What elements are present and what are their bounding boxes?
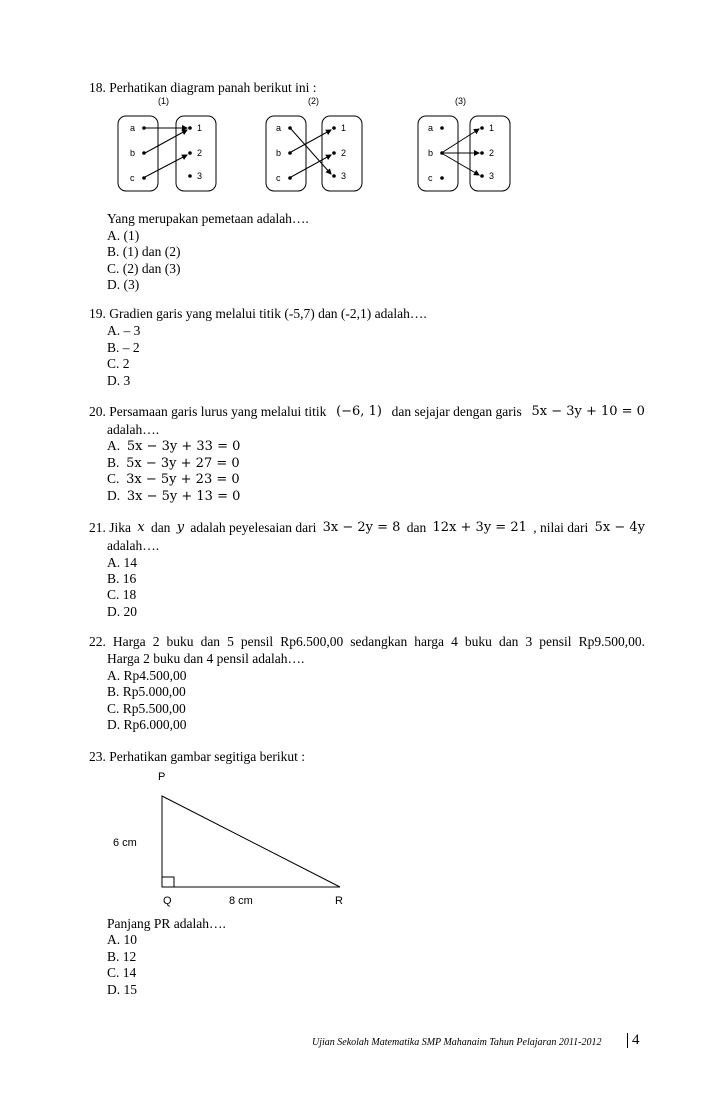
- page-number: 4: [627, 1033, 640, 1048]
- q19-stem: 19. Gradien garis yang melalui titik (-5,7) dan (-2,1) adalah….: [89, 306, 427, 321]
- svg-text:b: b: [130, 148, 136, 158]
- label-q: Q: [163, 895, 172, 907]
- q20-stem-cont: adalah….: [107, 422, 160, 437]
- diagram-3: [418, 116, 510, 191]
- svg-text:1: 1: [489, 123, 495, 133]
- label-8cm: 8 cm: [229, 895, 253, 907]
- label-p: P: [158, 771, 166, 783]
- q21-option-b: B. 16: [107, 571, 137, 586]
- svg-text:b: b: [428, 148, 434, 158]
- svg-text:2: 2: [197, 148, 203, 158]
- q22-stem: 22. Harga 2 buku dan 5 pensil Rp6.500,00 sedangkan harga 4 buku dan 3 pensil Rp9.500,00.: [89, 634, 645, 649]
- q21-option-d: D. 20: [107, 604, 137, 619]
- q18-option-a: A. (1): [107, 228, 140, 243]
- q22-option-c: C. Rp5.500,00: [107, 701, 186, 716]
- q20-stem: 20. Persamaan garis lurus yang melalui titik (−6, 1) dan sejajar dengan garis 5x − 3y + 10 = 0: [89, 404, 645, 419]
- svg-text:3: 3: [341, 171, 347, 181]
- svg-text:a: a: [276, 123, 282, 133]
- q21-option-a: A. 14: [107, 555, 137, 570]
- svg-text:1: 1: [197, 123, 203, 133]
- page-footer: Ujian Sekolah Matematika SMP Mahanaim Tahun Pelajaran 2011-2012: [312, 1037, 602, 1048]
- svg-text:c: c: [130, 173, 135, 183]
- q22-stem-cont: Harga 2 buku dan 4 pensil adalah….: [107, 651, 305, 666]
- svg-text:a: a: [428, 123, 434, 133]
- q23-option-a: A. 10: [107, 932, 137, 947]
- svg-text:3: 3: [489, 171, 495, 181]
- q21-option-c: C. 18: [107, 587, 137, 602]
- svg-text:1: 1: [341, 123, 347, 133]
- q23-prompt: Panjang PR adalah….: [107, 916, 226, 931]
- q23-option-d: D. 15: [107, 982, 137, 997]
- svg-text:c: c: [276, 173, 281, 183]
- diagram-label-3: (3): [455, 96, 466, 106]
- q19-option-a: A. – 3: [107, 323, 141, 338]
- q20-option-a: A. 5x − 3y + 33 = 0: [107, 438, 241, 454]
- svg-text:c: c: [428, 173, 433, 183]
- q22-option-b: B. Rp5.000,00: [107, 684, 186, 699]
- q23-triangle-figure: [0, 760, 728, 910]
- diagram-2: [266, 116, 362, 191]
- svg-text:b: b: [276, 148, 282, 158]
- q18-stem: 18. Perhatikan diagram panah berikut ini :: [89, 80, 317, 95]
- q19-option-d: D. 3: [107, 373, 131, 388]
- q21-stem-cont: adalah….: [107, 538, 160, 553]
- q19-option-c: C. 2: [107, 356, 130, 371]
- q20-line-equation: 5x − 3y + 10 = 0: [531, 404, 645, 419]
- svg-text:2: 2: [489, 148, 495, 158]
- q20-option-d: D. 3x − 5y + 13 = 0: [107, 488, 241, 504]
- label-r: R: [335, 895, 343, 907]
- q18-option-c: C. (2) dan (3): [107, 261, 181, 276]
- q23-stem: 23. Perhatikan gambar segitiga berikut :: [89, 749, 305, 764]
- q23-option-b: B. 12: [107, 949, 137, 964]
- q23-option-c: C. 14: [107, 965, 137, 980]
- q19-option-b: B. – 2: [107, 340, 140, 355]
- q18-prompt: Yang merupakan pemetaan adalah….: [107, 211, 309, 226]
- q20-option-c: C. 3x − 5y + 23 = 0: [107, 471, 240, 487]
- q20-option-b: B. 5x − 3y + 27 = 0: [107, 455, 240, 471]
- diagram-1: [118, 116, 216, 191]
- svg-text:a: a: [130, 123, 136, 133]
- q22-option-d: D. Rp6.000,00: [107, 717, 187, 732]
- diagram-label-1: (1): [158, 96, 169, 106]
- svg-text:2: 2: [341, 148, 347, 158]
- q18-option-b: B. (1) dan (2): [107, 244, 181, 259]
- q18-option-d: D. (3): [107, 277, 140, 292]
- label-6cm: 6 cm: [113, 837, 137, 849]
- q21-stem: 21. Jika x dan y adalah peyelesaian dari 3x − 2y = 8 dan 12x + 3y = 21 , nilai dari 5x − 4y: [89, 520, 645, 535]
- svg-text:3: 3: [197, 171, 203, 181]
- diagram-label-2: (2): [308, 96, 319, 106]
- q22-option-a: A. Rp4.500,00: [107, 668, 187, 683]
